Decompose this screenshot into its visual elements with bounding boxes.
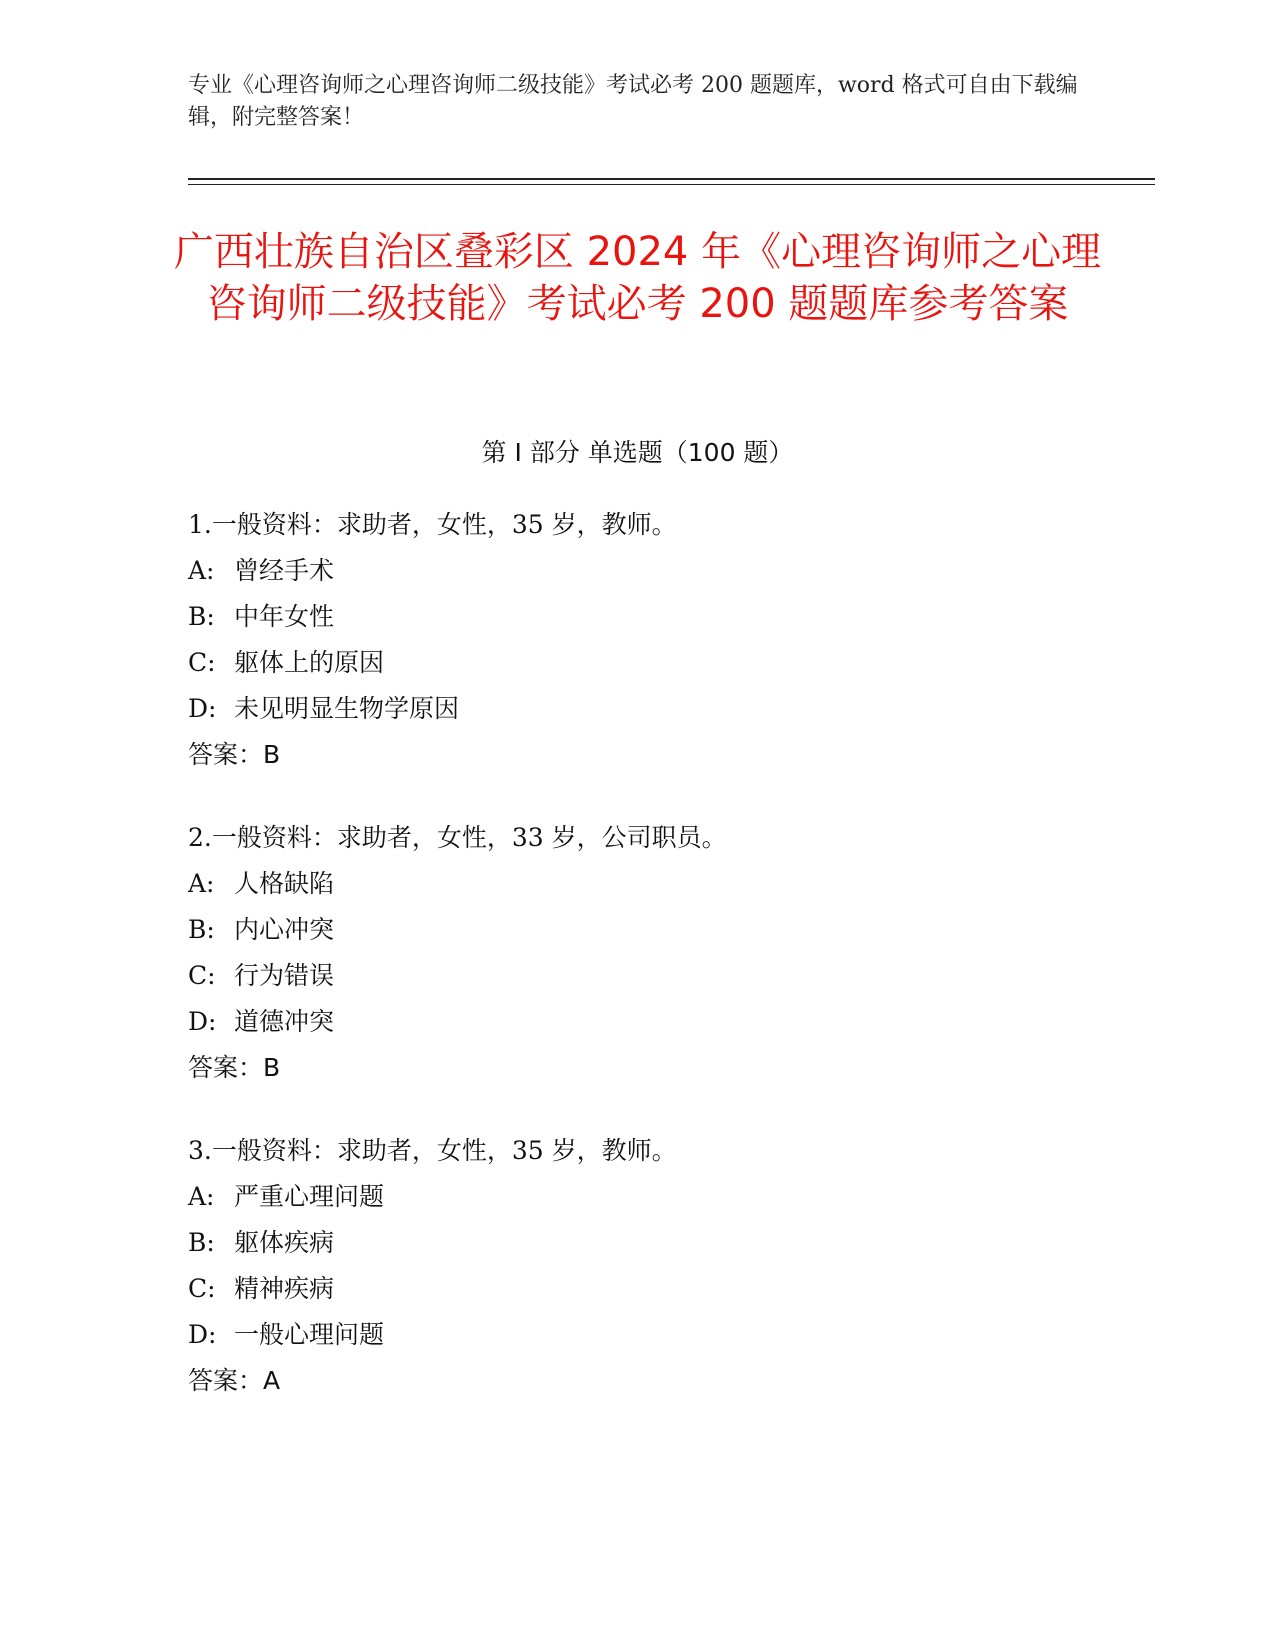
option-a: [188, 1174, 1088, 1220]
header-note: 专业《心理咨询师之心理咨询师二级技能》考试必考 200 题题库，word 格式可自由下载编辑，附完整答案！: [188, 73, 1078, 130]
option-key: C:: [188, 1274, 216, 1303]
answer-line: 答案：B: [188, 1053, 281, 1082]
option-text: 精神疾病: [234, 1274, 335, 1303]
section-heading: 第 I 部分 单选题（100 题）: [481, 438, 794, 467]
answer-line: 答案：B: [188, 740, 281, 769]
question-2: [188, 815, 1088, 1091]
option-key: D:: [188, 1007, 217, 1036]
option-key: B:: [188, 915, 215, 944]
option-b: [188, 594, 1088, 640]
option-key: B:: [188, 602, 215, 631]
option-d: [188, 686, 1088, 732]
option-c: [188, 1266, 1088, 1312]
option-key: A:: [188, 1182, 215, 1211]
option-text: 曾经手术: [234, 556, 335, 585]
option-text: 道德冲突: [234, 1007, 335, 1036]
header-rule-thin: [188, 184, 1155, 185]
option-c: [188, 640, 1088, 686]
option-key: A:: [188, 556, 215, 585]
option-text: 躯体上的原因: [234, 648, 385, 677]
option-a: [188, 548, 1088, 594]
question-3: [188, 1128, 1088, 1404]
option-text: 躯体疾病: [234, 1228, 335, 1257]
option-d: [188, 1312, 1088, 1358]
option-c: [188, 953, 1088, 999]
option-text: 一般心理问题: [234, 1320, 385, 1349]
document-title: 广西壮族自治区叠彩区 2024 年《心理咨询师之心理咨询师二级技能》考试必考 200 题题库参考答案: [173, 229, 1102, 327]
header-rule-thick: [188, 178, 1155, 180]
question-1: [188, 502, 1088, 778]
option-key: D:: [188, 694, 217, 723]
option-text: 未见明显生物学原因: [234, 694, 460, 723]
option-text: 内心冲突: [234, 915, 335, 944]
question-stem: 1.一般资料：求助者，女性，35 岁，教师。: [188, 510, 677, 539]
option-d: [188, 999, 1088, 1045]
option-b: [188, 1220, 1088, 1266]
option-key: C:: [188, 648, 216, 677]
option-text: 人格缺陷: [234, 869, 335, 898]
option-b: [188, 907, 1088, 953]
option-text: 严重心理问题: [234, 1182, 385, 1211]
option-key: A:: [188, 869, 215, 898]
question-stem: 3.一般资料：求助者，女性，35 岁，教师。: [188, 1136, 677, 1165]
option-text: 行为错误: [234, 961, 335, 990]
option-a: [188, 861, 1088, 907]
answer-line: 答案：A: [188, 1366, 281, 1395]
question-stem: 2.一般资料：求助者，女性，33 岁，公司职员。: [188, 823, 727, 852]
option-key: C:: [188, 961, 216, 990]
option-text: 中年女性: [234, 602, 335, 631]
option-key: D:: [188, 1320, 217, 1349]
option-key: B:: [188, 1228, 215, 1257]
